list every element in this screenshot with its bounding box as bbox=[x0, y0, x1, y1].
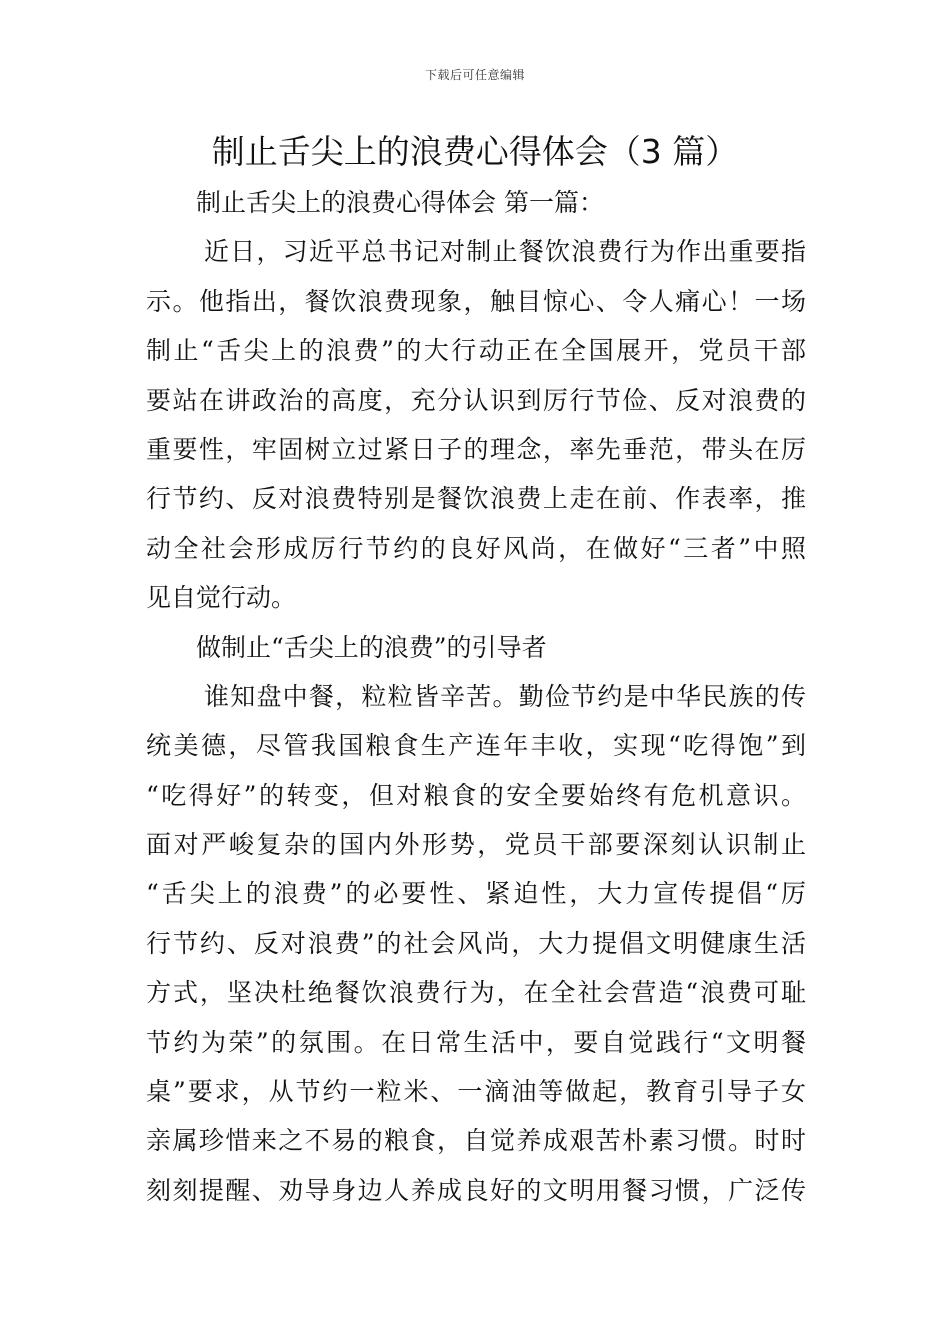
paragraph-line: “舌尖上的浪费”的必要性、紧迫性，大力宣传提倡“厉 bbox=[146, 879, 806, 909]
paragraph-line: 节约为荣”的氛围。在日常生活中，要自觉践行“文明餐 bbox=[146, 1027, 806, 1057]
paragraph-line: 示。他指出，餐饮浪费现象，触目惊心、令人痛心！一场 bbox=[146, 286, 806, 316]
section-heading: 做制止“舌尖上的浪费”的引导者 bbox=[196, 632, 547, 662]
body-text bbox=[146, 178, 806, 1215]
section-heading: 制止舌尖上的浪费心得体会 第一篇： bbox=[196, 188, 604, 217]
paragraph-line: 方式，坚决杜绝餐饮浪费行为，在全社会营造“浪费可耻 bbox=[146, 978, 806, 1008]
paragraph-line: 统美德，尽管我国粮食生产连年丰收，实现“吃得饱”到 bbox=[146, 731, 806, 761]
paragraph-line: 要站在讲政治的高度，充分认识到厉行节俭、反对浪费的 bbox=[146, 385, 806, 415]
paragraph-line: 行节约、反对浪费特别是餐饮浪费上走在前、作表率，推 bbox=[146, 484, 806, 514]
paragraph-line: 桌”要求，从节约一粒米、一滴油等做起，教育引导子女 bbox=[146, 1077, 806, 1107]
paragraph-line: 近日，习近平总书记对制止餐饮浪费行为作出重要指 bbox=[204, 237, 806, 267]
paragraph-line: “吃得好”的转变，但对粮食的安全要始终有危机意识。 bbox=[146, 780, 806, 810]
paragraph-line: 重要性，牢固树立过紧日子的理念，率先垂范，带头在厉 bbox=[146, 434, 806, 464]
paragraph-line: 亲属珍惜来之不易的粮食，自觉养成艰苦朴素习惯。时时 bbox=[146, 1126, 806, 1156]
paragraph-line: 面对严峻复杂的国内外形势，党员干部要深刻认识制止 bbox=[146, 830, 806, 860]
header-note: 下载后可任意编辑 bbox=[424, 68, 525, 82]
paragraph-line: 制止“舌尖上的浪费”的大行动正在全国展开，党员干部 bbox=[146, 336, 806, 366]
paragraph-line: 行节约、反对浪费”的社会风尚，大力提倡文明健康生活 bbox=[146, 928, 806, 958]
document-title: 制止舌尖上的浪费心得体会（3 篇） bbox=[211, 132, 739, 171]
paragraph-line: 刻刻提醒、劝导身边人养成良好的文明用餐习惯，广泛传 bbox=[146, 1175, 806, 1205]
paragraph-line: 谁知盘中餐，粒粒皆辛苦。勤俭节约是中华民族的传 bbox=[204, 681, 806, 711]
paragraph-line: 见自觉行动。 bbox=[146, 583, 297, 613]
paragraph-line: 动全社会形成厉行节约的良好风尚，在做好“三者”中照 bbox=[146, 533, 806, 563]
